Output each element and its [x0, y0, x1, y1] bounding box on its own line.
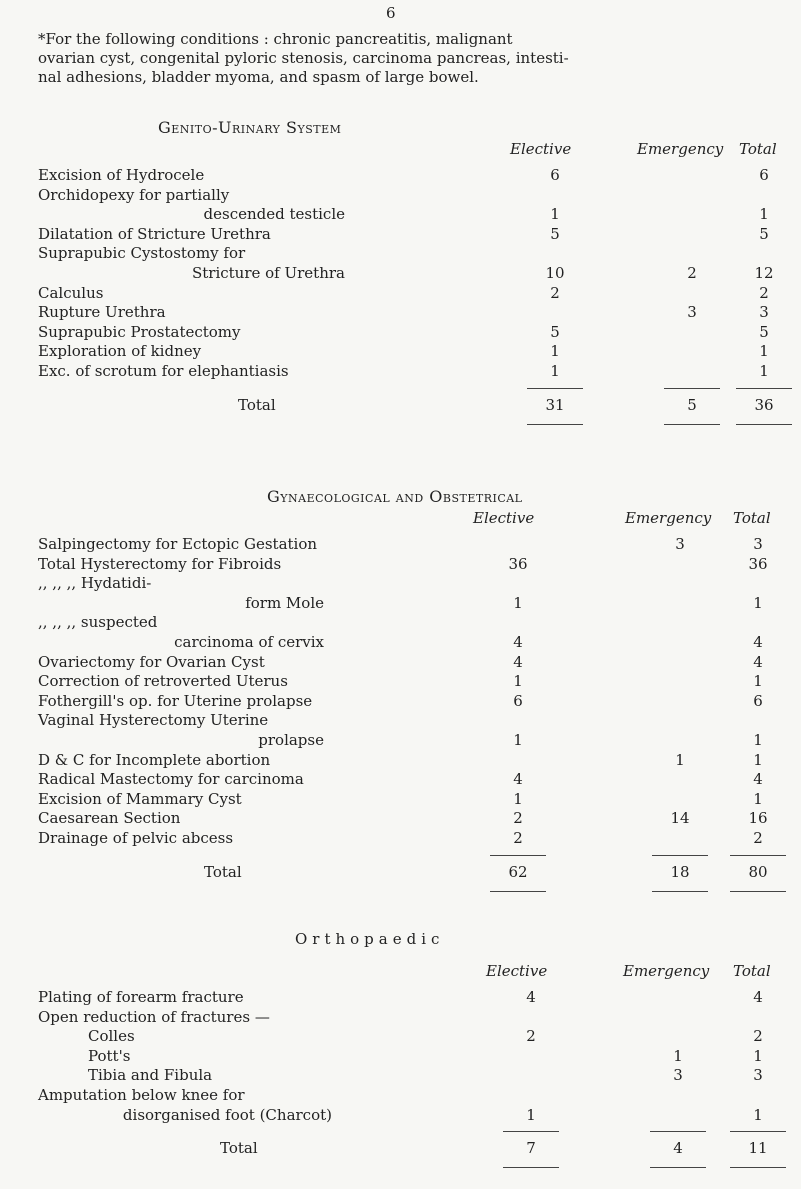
elective-value: 1	[513, 731, 523, 749]
row-label: Exc. of scrotum for elephantiasis	[38, 362, 289, 380]
total-elective: 7	[526, 1139, 536, 1158]
section-title: Gynaecological and Obstetrical	[267, 487, 523, 506]
total-value: 2	[753, 829, 763, 847]
elective-value: 1	[513, 789, 523, 808]
emergency-value: 3	[687, 303, 697, 322]
emergency-value: 14	[670, 809, 690, 828]
row-label: Excision of Hydrocele	[38, 166, 205, 184]
total-value: 4	[753, 652, 763, 671]
column-rule-top	[527, 388, 583, 389]
total-value: 2	[759, 283, 769, 302]
column-header-elective: Elective	[510, 140, 572, 158]
elective-value: 1	[550, 205, 560, 224]
total-value: 1	[753, 750, 763, 769]
elective-value: 2	[526, 1027, 536, 1046]
row-label: Rupture Urethra	[38, 303, 166, 322]
elective-value: 1	[550, 362, 560, 380]
total-value: 4	[753, 633, 763, 651]
column-header-total: Total	[733, 962, 771, 980]
row-label: descended testicle	[203, 205, 345, 224]
row-label: Suprapubic Prostatectomy	[38, 322, 241, 341]
total-value: 1	[759, 342, 769, 361]
row-label: Exploration of kidney	[38, 342, 202, 361]
page-number: 6	[386, 4, 396, 22]
emergency-value: 3	[673, 1066, 683, 1085]
total-value: 3	[753, 1066, 763, 1085]
total-value: 36	[748, 554, 768, 573]
row-label: Plating of forearm fracture	[38, 988, 244, 1006]
emergency-value: 1	[673, 1046, 683, 1065]
row-label: disorganised foot (Charcot)	[122, 1105, 332, 1124]
elective-value: 4	[526, 988, 536, 1006]
row-label: form Mole	[245, 593, 324, 612]
column-rule-bottom	[652, 891, 708, 892]
column-rule-bottom	[730, 1167, 786, 1168]
total-label: Total	[204, 862, 242, 881]
row-label: Fothergill's op. for Uterine prolapse	[38, 691, 313, 710]
column-rule-bottom	[736, 424, 792, 425]
row-label: Ovariectomy for Ovarian Cyst	[38, 652, 265, 671]
column-header-elective: Elective	[473, 509, 535, 527]
total-total: 80	[748, 862, 768, 881]
elective-value: 36	[508, 554, 528, 573]
column-header-total: Total	[733, 509, 771, 527]
column-rule-bottom	[503, 1167, 559, 1168]
column-rule-bottom	[664, 424, 720, 425]
total-emergency: 4	[673, 1139, 683, 1158]
row-label: Excision of Mammary Cyst	[38, 789, 242, 808]
elective-value: 4	[513, 652, 523, 671]
total-value: 6	[753, 691, 763, 710]
row-label: Amputation below knee for	[38, 1086, 245, 1104]
row-label: ,, ,, ,, Hydatidi-	[38, 574, 152, 593]
column-rule-bottom	[730, 891, 786, 892]
elective-value: 6	[513, 691, 523, 710]
elective-value: 1	[526, 1105, 536, 1124]
elective-value: 10	[545, 264, 565, 282]
total-value: 1	[753, 731, 763, 749]
column-header-total: Total	[739, 140, 777, 158]
elective-value: 1	[513, 593, 523, 612]
total-value: 4	[753, 770, 763, 789]
row-label: Vaginal Hysterectomy Uterine	[38, 711, 269, 730]
emergency-value: 3	[675, 535, 685, 553]
elective-value: 2	[550, 283, 560, 302]
column-rule-top	[730, 1131, 786, 1132]
row-label: Pott's	[88, 1046, 131, 1065]
column-rule-bottom	[527, 424, 583, 425]
row-label: Stricture of Urethra	[191, 264, 345, 282]
column-header-emergency: Emergency	[623, 962, 710, 980]
row-label: Colles	[88, 1027, 135, 1046]
row-label: Calculus	[38, 283, 104, 302]
column-rule-top	[652, 855, 708, 856]
elective-value: 1	[513, 672, 523, 691]
total-elective: 31	[545, 395, 565, 414]
row-label: Orchidopexy for partially	[38, 185, 230, 204]
total-value: 4	[753, 988, 763, 1006]
column-header-emergency: Emergency	[625, 509, 712, 527]
row-label: Suprapubic Cystostomy for	[38, 244, 246, 263]
row-label: Drainage of pelvic abcess	[38, 829, 234, 847]
total-value: 1	[759, 362, 769, 380]
total-value: 1	[759, 205, 769, 224]
total-value: 1	[753, 789, 763, 808]
column-header-elective: Elective	[486, 962, 548, 980]
section-title: Genito-Urinary System	[158, 118, 342, 137]
total-value: 6	[759, 166, 769, 184]
total-value: 1	[753, 593, 763, 612]
total-value: 3	[759, 303, 769, 322]
intro-line: *For the following conditions : chronic pancreatitis, malignant	[38, 30, 513, 48]
total-emergency: 18	[670, 862, 690, 881]
row-label: Tibia and Fibula	[88, 1066, 213, 1085]
intro-line: nal adhesions, bladder myoma, and spasm of large bowel.	[38, 68, 479, 86]
total-value: 12	[754, 264, 774, 282]
total-value: 1	[753, 1046, 763, 1065]
total-value: 16	[748, 809, 768, 828]
row-label: Caesarean Section	[38, 809, 181, 828]
emergency-value: 2	[687, 264, 697, 282]
total-value: 1	[753, 672, 763, 691]
total-value: 3	[753, 535, 763, 553]
total-label: Total	[238, 395, 276, 414]
section-title: Orthopaedic	[295, 930, 445, 948]
column-rule-bottom	[650, 1167, 706, 1168]
intro-paragraph	[38, 30, 778, 87]
elective-value: 6	[550, 166, 560, 184]
elective-value: 2	[513, 809, 523, 828]
elective-value: 2	[513, 829, 523, 847]
column-rule-top	[503, 1131, 559, 1132]
row-label: carcinoma of cervix	[174, 633, 324, 651]
total-value: 2	[753, 1027, 763, 1046]
elective-value: 1	[550, 342, 560, 361]
column-rule-top	[490, 855, 546, 856]
row-label: Salpingectomy for Ectopic Gestation	[38, 535, 318, 553]
elective-value: 4	[513, 770, 523, 789]
row-label: prolapse	[258, 731, 324, 749]
total-value: 5	[759, 322, 769, 341]
row-label: Dilatation of Stricture Urethra	[38, 224, 271, 243]
elective-value: 5	[550, 322, 560, 341]
row-label: D & C for Incomplete abortion	[38, 750, 271, 769]
column-header-emergency: Emergency	[637, 140, 724, 158]
column-rule-top	[736, 388, 792, 389]
total-value: 1	[753, 1105, 763, 1124]
total-total: 11	[748, 1139, 768, 1158]
total-elective: 62	[508, 862, 528, 881]
row-label: ,, ,, ,, suspected	[38, 613, 158, 632]
row-label: Radical Mastectomy for carcinoma	[38, 770, 304, 789]
intro-line: ovarian cyst, congenital pyloric stenosis, carcinoma pancreas, intesti-	[38, 49, 569, 67]
row-label: Open reduction of fractures —	[38, 1007, 270, 1026]
elective-value: 4	[513, 633, 523, 651]
total-emergency: 5	[687, 395, 697, 414]
row-label: Total Hysterectomy for Fibroids	[38, 554, 282, 573]
emergency-value: 1	[675, 750, 685, 769]
column-rule-bottom	[490, 891, 546, 892]
column-rule-top	[730, 855, 786, 856]
row-label: Correction of retroverted Uterus	[38, 672, 288, 691]
column-rule-top	[650, 1131, 706, 1132]
total-total: 36	[754, 395, 774, 414]
column-rule-top	[664, 388, 720, 389]
total-value: 5	[759, 224, 769, 243]
elective-value: 5	[550, 224, 560, 243]
total-label: Total	[220, 1139, 258, 1158]
